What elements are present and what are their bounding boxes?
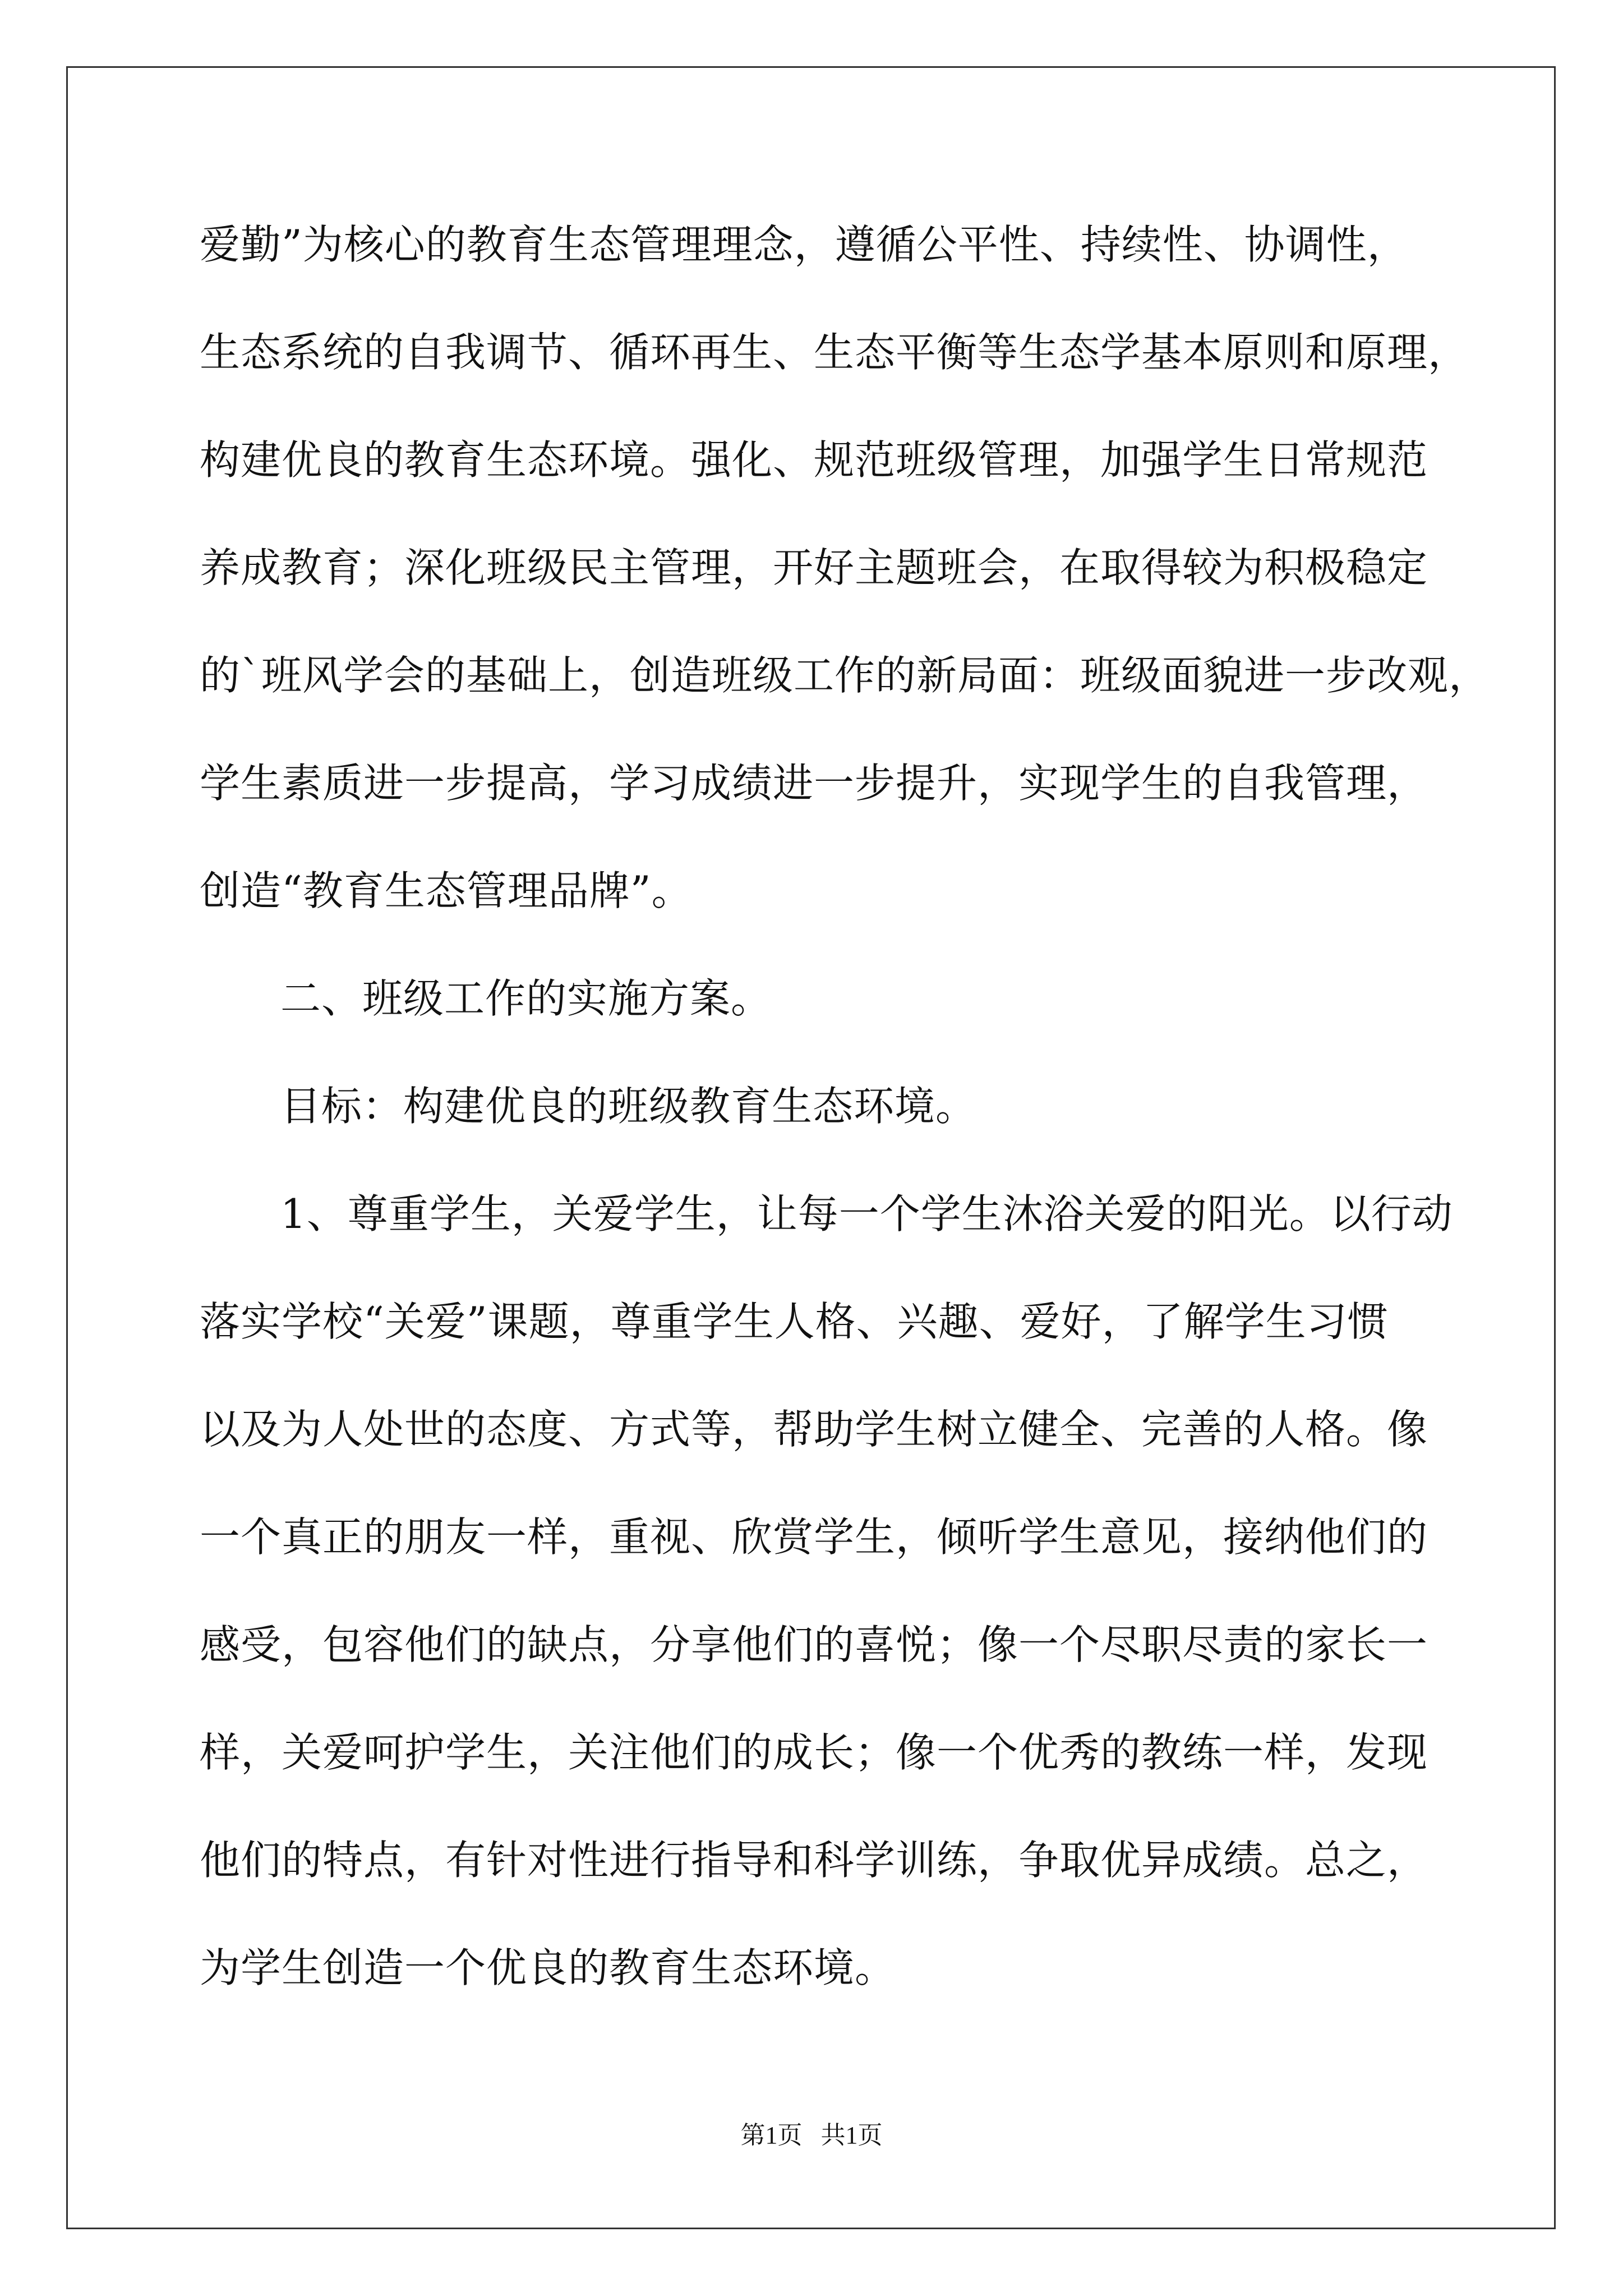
text-line: 他们的特点，有针对性进行指导和科学训练，争取优异成绩。总之， bbox=[200, 1837, 1428, 1884]
text-line: 养成教育；深化班级民主管理，开好主题班会，在取得较为积极稳定 bbox=[200, 544, 1428, 591]
text-line: 一个真正的朋友一样，重视、欣赏学生，倾听学生意见，接纳他们的 bbox=[200, 1513, 1428, 1561]
text-line: 样，关爱呵护学生，关注他们的成长；像一个优秀的教练一样，发现 bbox=[200, 1729, 1428, 1776]
goal-line: 目标：构建优良的班级教育生态环境。 bbox=[280, 1083, 977, 1130]
text-line: 创造“教育生态管理品牌”。 bbox=[200, 867, 693, 914]
text-line: 构建优良的教育生态环境。强化、规范班级管理，加强学生日常规范 bbox=[200, 436, 1428, 484]
text-line: 学生素质进一步提高，学习成绩进一步提升，实现学生的自我管理， bbox=[200, 760, 1428, 807]
text-line: 感受，包容他们的缺点，分享他们的喜悦；像一个尽职尽责的家长一 bbox=[200, 1621, 1428, 1668]
text-line: 爱勤”为核心的教育生态管理理念，遵循公平性、持续性、协调性， bbox=[200, 221, 1408, 268]
text-line: 的`班风学会的基础上，创造班级工作的新局面：班级面貌进一步改观， bbox=[200, 652, 1490, 699]
page-number-footer: 第1页 共1页 bbox=[740, 2122, 883, 2149]
section-heading: 二、班级工作的实施方案。 bbox=[280, 975, 772, 1022]
text-line: 生态系统的自我调节、循环再生、生态平衡等生态学基本原则和原理， bbox=[200, 329, 1469, 376]
text-line: 以及为人处世的态度、方式等，帮助学生树立健全、完善的人格。像 bbox=[200, 1406, 1428, 1453]
text-line: 为学生创造一个优良的教育生态环境。 bbox=[200, 1944, 896, 1991]
text-line: 1、尊重学生，关爱学生，让每一个学生沐浴关爱的阳光。以行动 bbox=[280, 1190, 1453, 1237]
text-line: 落实学校“关爱”课题，尊重学生人格、兴趣、爱好，了解学生习惯 bbox=[200, 1298, 1389, 1345]
document-body bbox=[200, 221, 1490, 2055]
